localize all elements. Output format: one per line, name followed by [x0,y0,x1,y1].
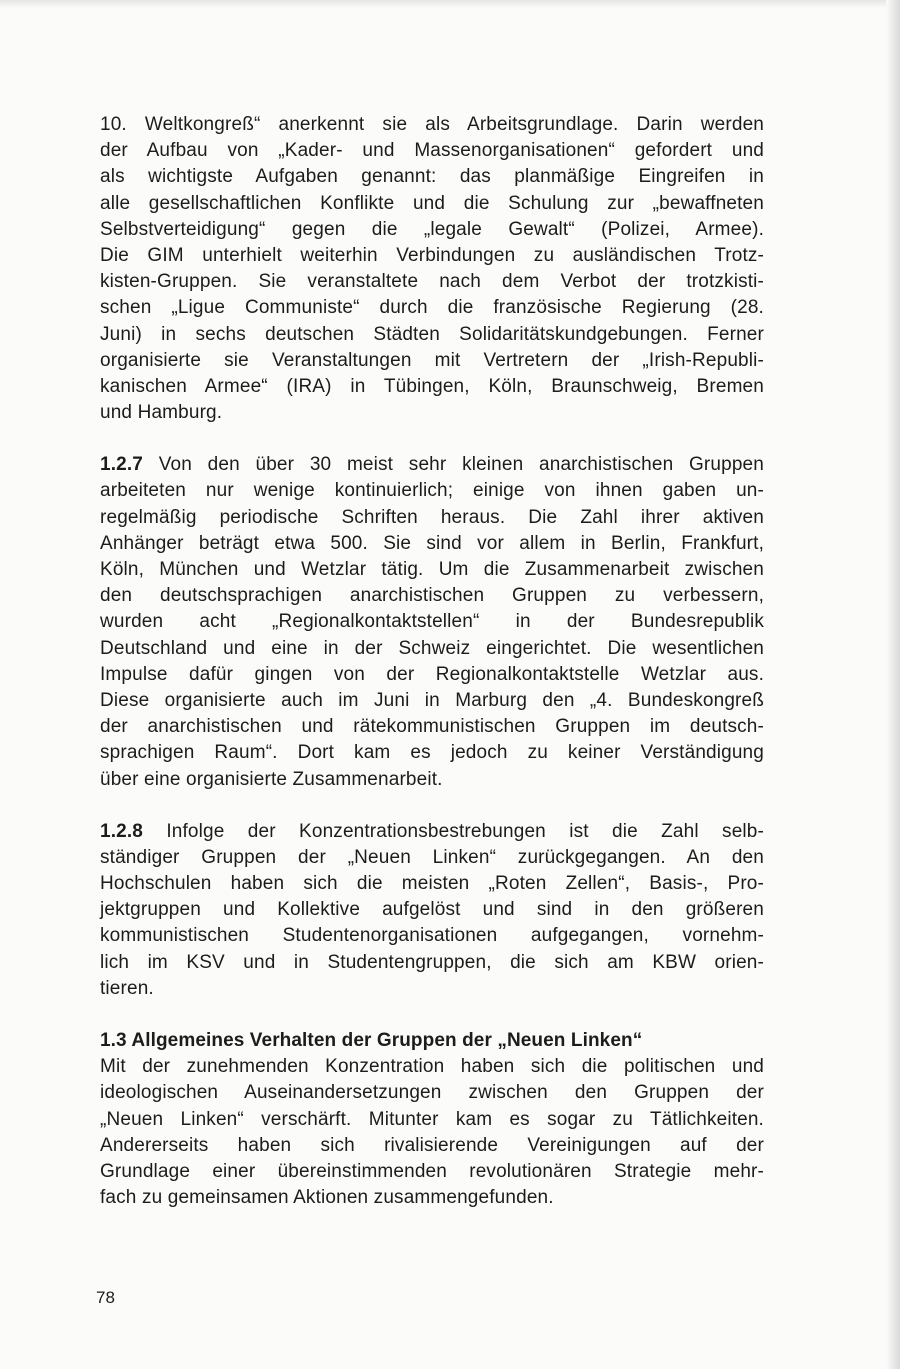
text-line: Anhänger beträgt etwa 500. Sie sind vor allem in Berlin, Frankfurt, [100,532,764,554]
text-line: Impulse dafür gingen von der Regionalkontaktstelle Wetzlar aus. [100,663,764,685]
text-line: Grundlage einer übereinstimmenden revolutionären Strategie mehr- [100,1160,764,1182]
text-line: „Neuen Linken“ verschärft. Mitunter kam es sogar zu Tätlichkeiten. [100,1108,764,1130]
scan-shadow-right [886,0,900,1369]
text-line [100,819,764,845]
text-line: jektgruppen und Kollektive aufgelöst und sind in den größeren [100,899,764,921]
text-line: kommunistischen Studentenorganisationen aufgegangen, vornehm- [100,925,764,947]
text-line: als wichtigste Aufgaben genannt: das planmäßige Eingreifen in [100,166,764,188]
page-body [100,112,764,1237]
paragraph-1-2-8 [100,819,764,1002]
text-line: und Hamburg. [100,402,223,424]
text-line: tieren. [100,977,154,999]
text-line [100,452,764,478]
text-line: Juni) in sechs deutschen Städten Solidaritätskundgebungen. Ferner [100,323,764,345]
section-number: 1.2.8 [100,820,144,842]
text-line: wurden acht „Regionalkontaktstellen“ in der Bundesrepublik [100,611,764,633]
text-line: Andererseits haben sich rivalisierende Vereinigungen auf der [100,1134,764,1156]
text-line: fach zu gemeinsamen Aktionen zusammengefunden. [100,1187,554,1209]
text-line: der Aufbau von „Kader- und Massenorganisationen“ gefordert und [100,140,764,162]
text-line: Deutschland und eine in der Schweiz eingerichtet. Die wesentlichen [100,637,764,659]
text-line: Selbstverteidigung“ gegen die „legale Gewalt“ (Polizei, Armee). [100,218,764,240]
paragraph-1-2-7 [100,452,764,792]
text-line: kanischen Armee“ (IRA) in Tübingen, Köln, Braunschweig, Bremen [100,375,764,397]
text-line: lich im KSV und in Studentengruppen, die sich am KBW orien- [100,951,764,973]
text-line: schen „Ligue Communiste“ durch die französische Regierung (28. [100,297,764,319]
text-line: Hochschulen haben sich die meisten „Roten Zellen“, Basis-, Pro- [100,873,764,895]
text-line: Die GIM unterhielt weiterhin Verbindungen zu ausländischen Trotz- [100,244,764,266]
paragraph-gim [100,112,764,426]
text-line: Diese organisierte auch im Juni in Marburg den „4. Bundeskongreß [100,689,764,711]
section-number: 1.2.7 [100,454,144,476]
text-line: der anarchistischen und rätekommunistischen Gruppen im deutsch- [100,716,764,738]
text-line: Mit der zunehmenden Konzentration haben sich die politischen und [100,1056,764,1078]
text-fragment: Von den über 30 meist sehr kleinen anarchistischen Gruppen [158,454,764,476]
text-fragment: Infolge der Konzentrationsbestrebungen ist die Zahl selb- [166,820,764,842]
text-line: ständiger Gruppen der „Neuen Linken“ zurückgegangen. An den [100,846,764,868]
page-number: 78 [96,1288,115,1307]
section-heading: 1.3 Allgemeines Verhalten der Gruppen der „Neuen Linken“ [100,1030,643,1051]
text-line: über eine organisierte Zusammenarbeit. [100,768,443,790]
text-line: alle gesellschaftlichen Konflikte und die Schulung zur „bewaffneten [100,192,764,214]
text-line: sprachigen Raum“. Dort kam es jedoch zu keiner Verständigung [100,742,764,764]
text-line: organisierte sie Veranstaltungen mit Vertretern der „Irish-Republi- [100,349,764,371]
text-line: ideologischen Auseinandersetzungen zwischen den Gruppen der [100,1082,764,1104]
text-line: kisten-Gruppen. Sie veranstaltete nach dem Verbot der trotzkisti- [100,271,764,293]
text-line: 10. Weltkongreß“ anerkennt sie als Arbeitsgrundlage. Darin werden [100,114,764,135]
section-1-3 [100,1028,764,1211]
text-line: regelmäßig periodische Schriften heraus. Die Zahl ihrer aktiven [100,506,764,528]
text-line: Köln, München und Wetzlar tätig. Um die Zusammenarbeit zwischen [100,559,764,580]
scan-shadow-top [0,0,900,8]
text-line: den deutschsprachigen anarchistischen Gruppen zu verbessern, [100,585,764,607]
text-line: arbeiteten nur wenige kontinuierlich; einige von ihnen gaben un- [100,480,764,502]
